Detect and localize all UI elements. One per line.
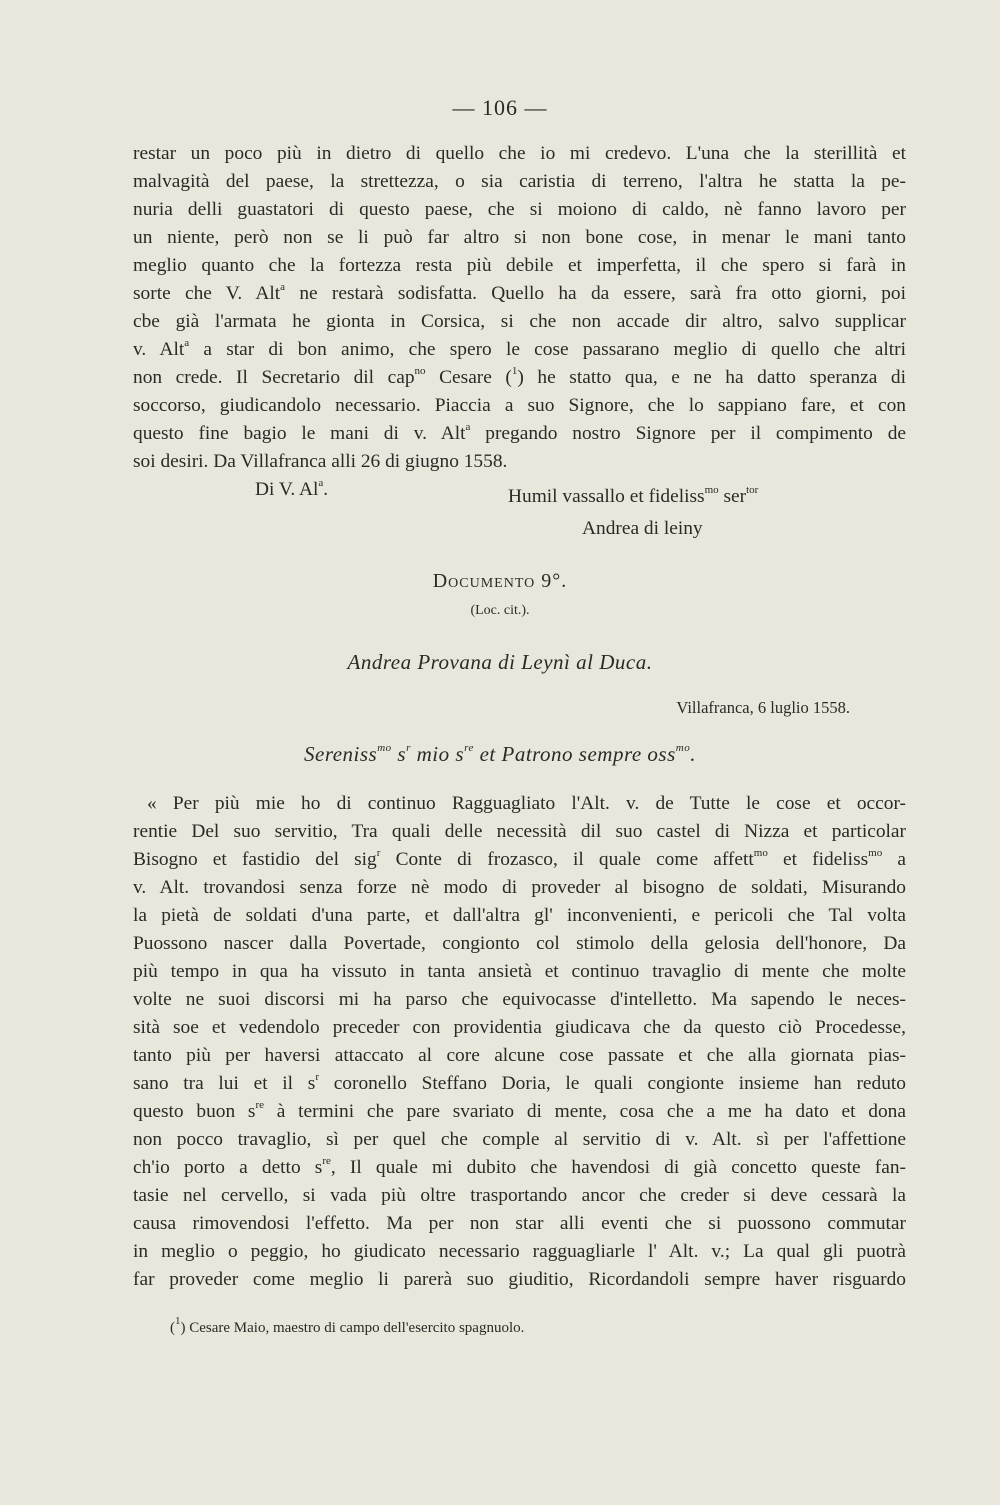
text-line: Puossono nascer dalla Povertade, congionto col stimolo della gelosia dell'honore, Da	[133, 933, 906, 954]
place-date: Villafranca, 6 luglio 1558.	[676, 698, 850, 717]
signature-name: Andrea di leiny	[582, 518, 703, 539]
text-line: v. Alt. trovandosi senza forze nè modo di proveder al bisogno de soldati, Misurando	[133, 877, 906, 898]
signature-line: Humil vassallo et fideliss$^{mo}$ ser$^{tor}$	[508, 483, 759, 507]
text-line: cbe già l'armata he gionta in Corsica, si che non accade dir altro, salvo supplicar	[133, 311, 906, 332]
text-line: più tempo in qua ha vissuto in tanta ansietà et continuo travaglio di mente che molte	[133, 961, 906, 982]
text-line: soi desiri. Da Villafranca alli 26 di giugno 1558.	[133, 451, 508, 472]
text-line: tasie nel cervello, si vada più oltre trasportando ancor che creder si deve cessarà la	[133, 1185, 906, 1206]
page-number: — 106 —	[452, 95, 548, 120]
text-line: far proveder come meglio li parerà suo giuditio, Ricordandoli sempre haver risguardo	[133, 1269, 906, 1290]
letter-body	[133, 790, 906, 1294]
text-line: sorte che V. Alt$^a$ ne restarà sodisfatta. Quello ha da essere, sarà fra otto giorni, poi	[133, 280, 906, 304]
document-source: (Loc. cit.).	[470, 603, 530, 618]
text-line: ch'io porto a detto $s^{re}$, Il quale mi dubito che havendosi di già concetto queste fan-	[133, 1154, 906, 1178]
document-subtitle: Andrea Provana di Leynì al Duca.	[347, 650, 653, 674]
text-line: sità soe et vedendolo preceder con providentia giudicava che da questo ciò Procedesse,	[133, 1017, 906, 1038]
text-line: in meglio o peggio, ho giudicato necessario ragguagliarle l' Alt. v.; La qual gli puotrà	[133, 1241, 906, 1262]
closing-line: Di V. Al$^a$.	[255, 476, 329, 500]
text-line: rentie Del suo servitio, Tra quali delle necessità dil suo castel di Nizza et particolar	[133, 821, 906, 842]
text-line: tanto più per haversi attaccato al core alcune cose passate et che alla giornata pias-	[133, 1045, 906, 1066]
text-line: la pietà de soldati d'una parte, et dall'altra gl' inconvenienti, e pericoli che Tal volta	[133, 905, 906, 926]
text-line: causa rimovendosi l'effetto. Ma per non star alli eventi che si puossono commutar	[133, 1213, 906, 1234]
text-line: questo buon $s^{re}$ à termini che pare svariato di mente, cosa che a me ha dato et dona	[133, 1098, 906, 1122]
footnote-mark: 1	[175, 1315, 181, 1327]
footnote-text: Cesare Maio, maestro di campo dell'esercito spagnuolo.	[185, 1320, 525, 1336]
text-line: sano tra lui et il $s^r$ coronello Steffano Doria, le quali congionte insieme han reduto	[133, 1070, 906, 1094]
text-line: questo fine bagio le mani di v. Alt$^a$ pregando nostro Signore per il compimento de	[133, 420, 906, 444]
text-line: « Per più mie ho di continuo Ragguagliato l'Alt. v. de Tutte le cose et occor-	[147, 793, 906, 814]
text-line: nuria delli guastatori di questo paese, che si moiono di caldo, nè fanno lavoro per	[133, 199, 906, 220]
text-line: un niente, però non se li può far altro si non bone cose, in menar le mani tanto	[133, 227, 906, 248]
text-line: soccorso, giudicandolo necessario. Piaccia a suo Signore, che lo sappiano fare, et con	[133, 395, 906, 416]
footnote: ($^1$) Cesare Maio, maestro di campo dell'esercito spagnuolo.	[170, 1315, 525, 1336]
text-line: malvagità del paese, la strettezza, o sia caristia di terreno, l'altra he statta la pe-	[133, 171, 906, 192]
letter-continuation	[133, 140, 906, 504]
text-line: volte ne suoi discorsi mi ha parso che equivocasse d'intelletto. Ma sapendo le neces-	[133, 989, 906, 1010]
text-line: v. Alt$^a$ a star di bon animo, che spero le cose passarano meglio di quello che altri	[133, 336, 907, 360]
text-line: Bisogno et fastidio del sig$^r$ Conte di frozasco, il quale come affett$^{mo}$ et fideliss$^{mo}$ a	[133, 846, 906, 870]
salutation: Sereniss$^{mo}$ $s^r$ mio $s^{re}$ et Patrono sempre oss$^{mo}$.	[304, 742, 696, 766]
text-line: non crede. Il Secretario dil cap$^{no}$ Cesare ($^1$) he statto qua, e ne ha datto speranza di	[133, 364, 906, 388]
text-line: restar un poco più in dietro di quello che io mi credevo. L'una che la sterillità et	[133, 143, 906, 164]
text-line: non pocco travaglio, sì per quel che comple al servitio di v. Alt. sì per l'affettione	[133, 1129, 906, 1150]
document-title: Documento 9°.	[432, 570, 568, 592]
text-line: meglio quanto che la fortezza resta più debile et imperfetta, il che spero si farà in	[133, 255, 906, 276]
